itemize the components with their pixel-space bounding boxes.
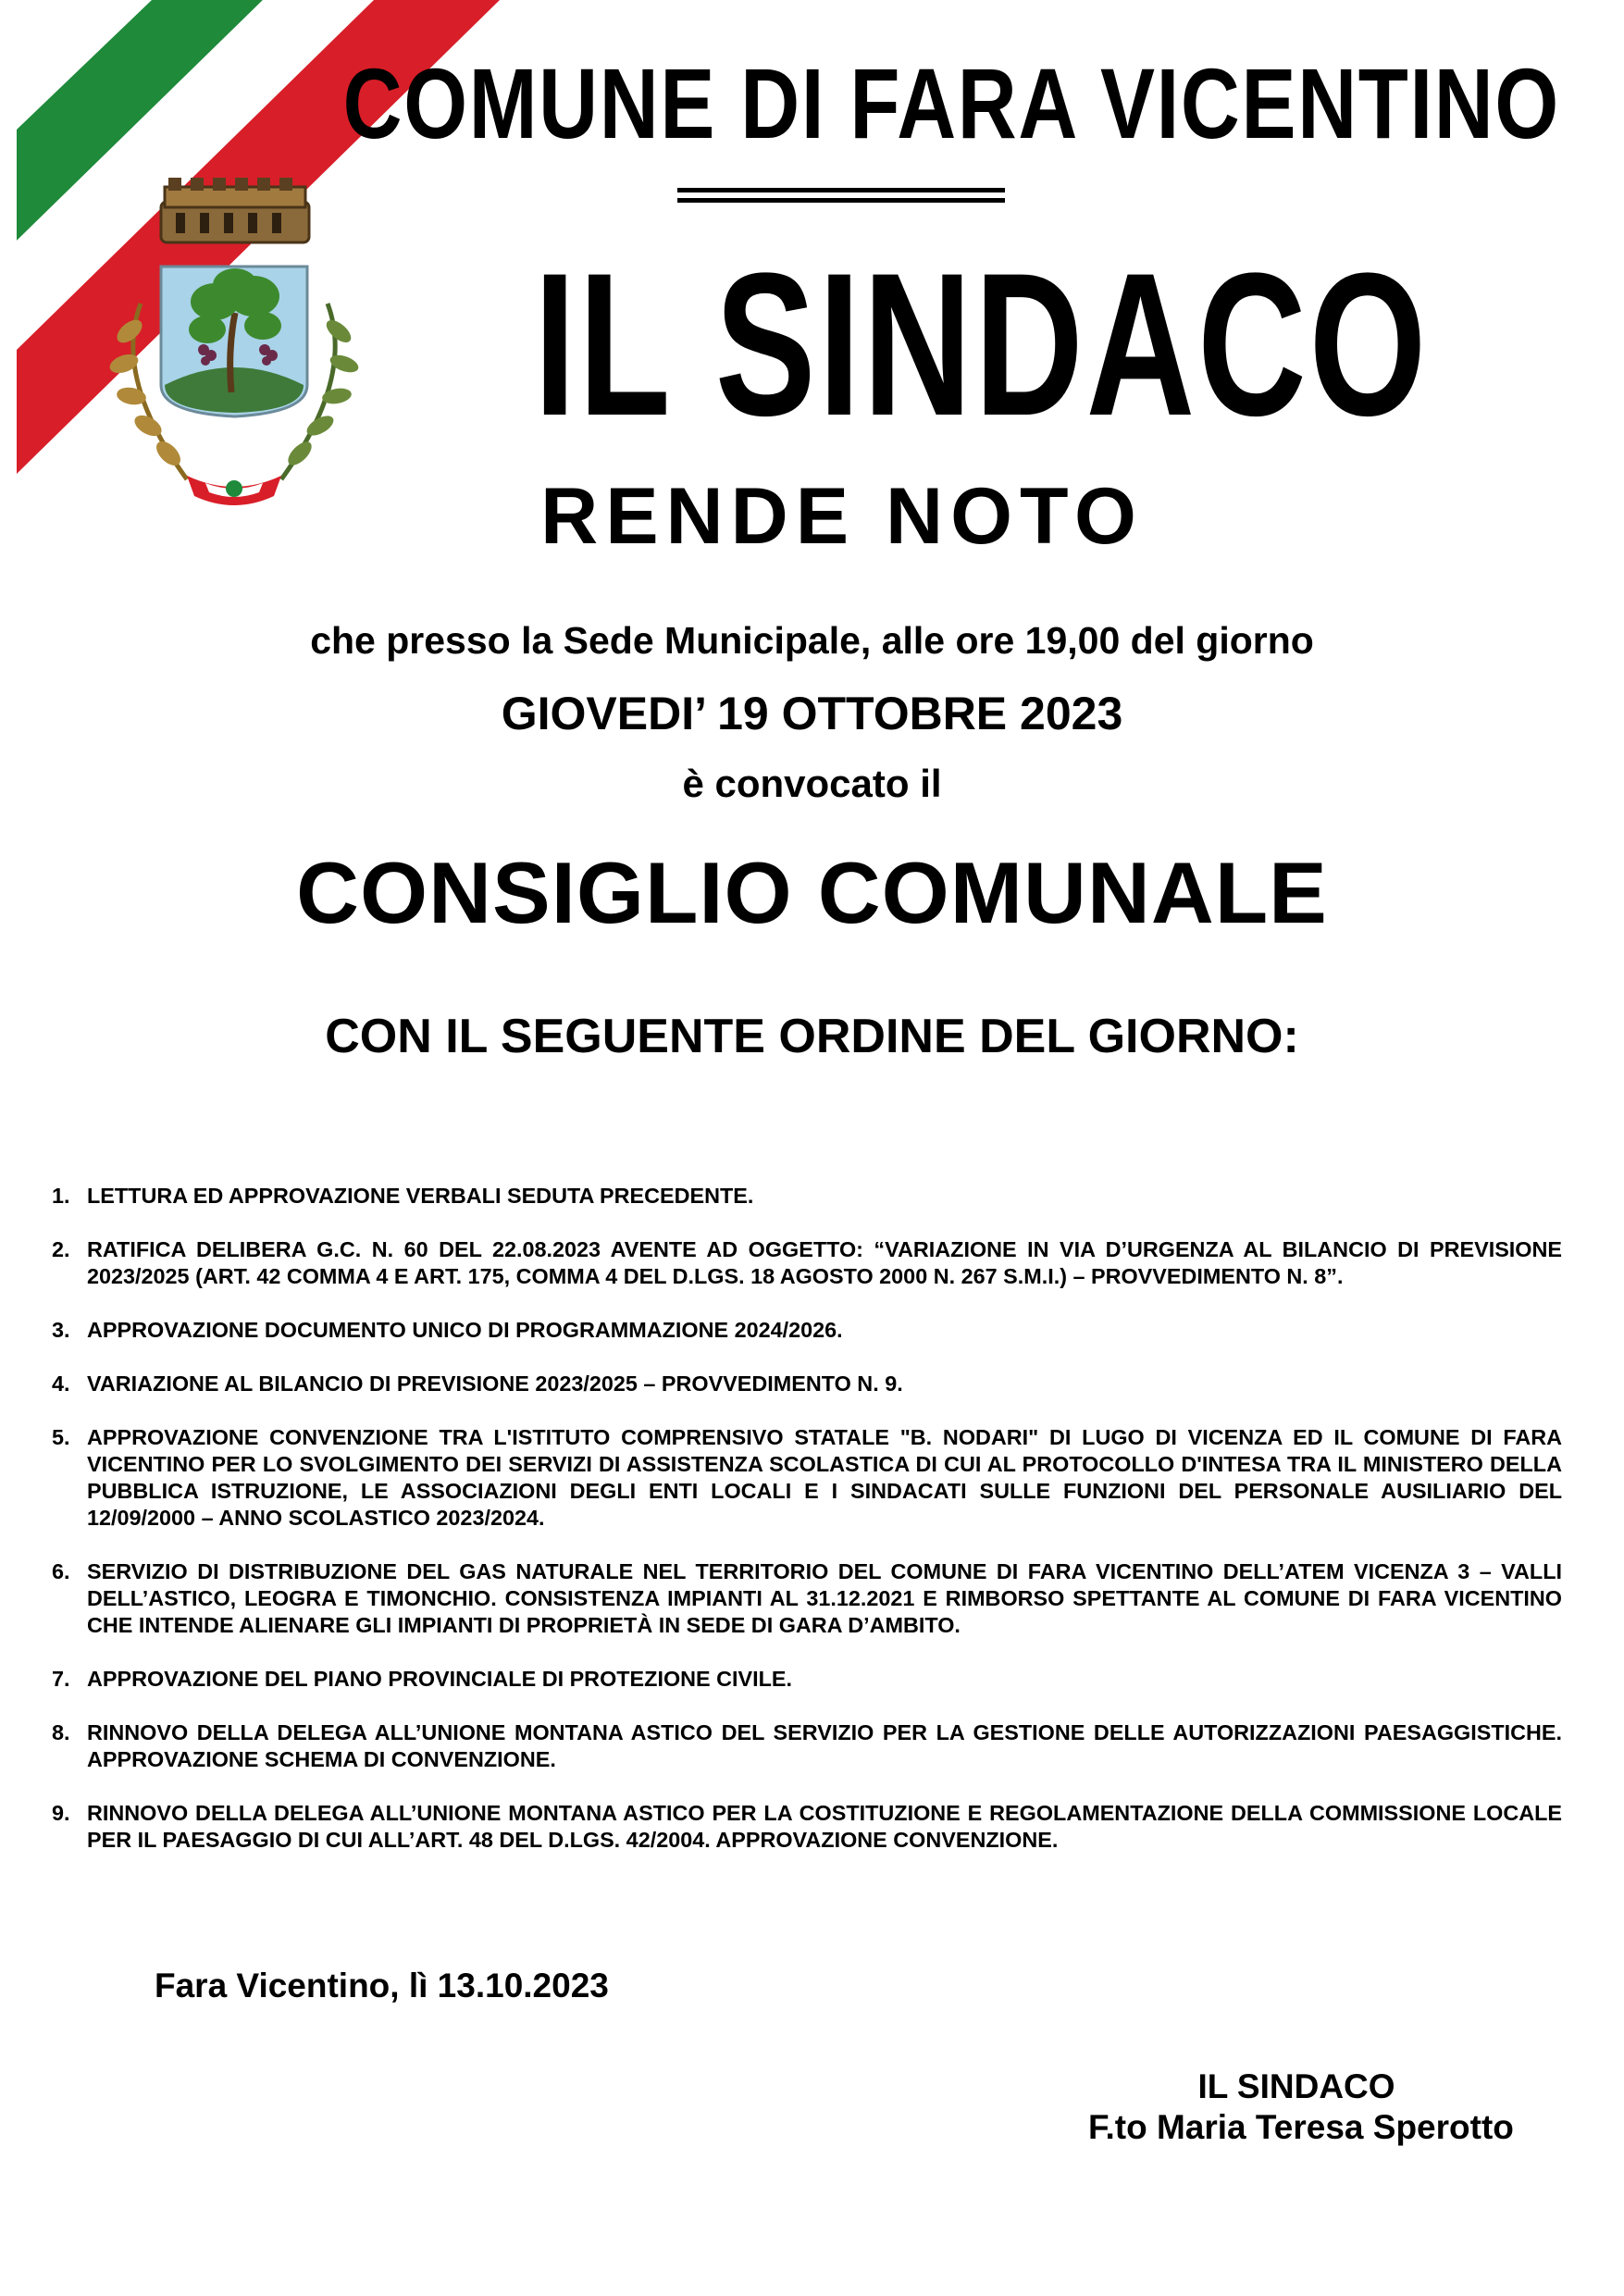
council-title: CONSIGLIO COMUNALE — [296, 844, 1328, 941]
agenda-item-number: 1. — [52, 1184, 70, 1208]
agenda-item — [52, 1317, 1562, 1344]
agenda-item — [52, 1666, 1562, 1693]
agenda-item-text: RINNOVO DELLA DELEGA ALL’UNIONE MONTANA ASTICO PER LA COSTITUZIONE E REGOLAMENTAZIONE DELLA COMMISSIONE LOCALE PER IL PAESAGGIO DI CUI ALL’ART. 48 DEL D.LGS. 42/2004. APPROVAZIONE CONVENZIONE. — [87, 1801, 1562, 1852]
agenda-item-number: 3. — [52, 1318, 70, 1342]
agenda-item — [52, 1371, 1562, 1397]
meeting-date: GIOVEDI’ 19 OTTOBRE 2023 — [501, 688, 1123, 739]
agenda-item — [52, 1183, 1562, 1210]
agenda-item-text: RINNOVO DELLA DELEGA ALL’UNIONE MONTANA ASTICO DEL SERVIZIO PER LA GESTIONE DELLE AUTORIZZAZIONI PAESAGGISTICHE. APPROVAZIONE SCHEMA DI CONVENZIONE. — [87, 1720, 1562, 1771]
agenda-heading: CON IL SEGUENTE ORDINE DEL GIORNO: — [325, 1010, 1299, 1063]
signature-title: IL SINDACO — [1197, 2067, 1395, 2105]
signature-name: F.to Maria Teresa Sperotto — [1088, 2108, 1514, 2146]
agenda-item-number: 4. — [52, 1371, 70, 1396]
agenda-item-text: APPROVAZIONE DOCUMENTO UNICO DI PROGRAMMAZIONE 2024/2026. — [87, 1318, 843, 1342]
agenda-item-text: VARIAZIONE AL BILANCIO DI PREVISIONE 2023/2025 – PROVVEDIMENTO N. 9. — [87, 1371, 903, 1396]
agenda-item-text: RATIFICA DELIBERA G.C. N. 60 DEL 22.08.2023 AVENTE AD OGGETTO: “VARIAZIONE IN VIA D’URGENZA AL BILANCIO DI PREVISIONE 2023/2025 (ART. 42 COMMA 4 E ART. 175, COMMA 4 DEL D.LGS. 18 AGOSTO 2000 N. 267 S.M.I.) – PROVVEDIMENTO N. 8”. — [87, 1237, 1562, 1288]
place-and-date: Fara Vicentino, lì 13.10.2023 — [155, 1967, 609, 2004]
agenda-item-text: APPROVAZIONE CONVENZIONE TRA L'ISTITUTO COMPRENSIVO STATALE "B. NODARI" DI LUGO DI VICENZA ED IL COMUNE DI FARA VICENTINO PER LO SVOLGIMENTO DEI SERVIZI DI ASSISTENZA SCOLASTICA DI CUI AL PROTOCOLLO D'INTESA TRA IL MINISTERO DELLA PUBBLICA ISTRUZIONE, LE ASSOCIAZIONI DEGLI ENTI LOCALI E I SINDACATI SULLE FUNZIONI DEL PERSONALE AUSILIARIO DEL 12/09/2000 – ANNO SCOLASTICO 2023/2024. — [87, 1425, 1562, 1530]
agenda-item-number: 2. — [52, 1237, 70, 1261]
mayor-title: IL SINDACO — [534, 230, 1430, 458]
agenda-item — [52, 1719, 1562, 1773]
municipality-title: COMUNE DI FARA VICENTINO — [342, 47, 1560, 159]
agenda-item-number: 7. — [52, 1667, 70, 1691]
agenda-item — [52, 1236, 1562, 1290]
announcement-heading: RENDE NOTO — [540, 472, 1144, 561]
title-divider — [677, 188, 1005, 203]
agenda-item — [52, 1424, 1562, 1532]
agenda-item-number: 5. — [52, 1425, 70, 1449]
agenda-item-number: 8. — [52, 1720, 70, 1744]
agenda-item-text: LETTURA ED APPROVAZIONE VERBALI SEDUTA PRECEDENTE. — [87, 1184, 754, 1208]
meeting-intro-text: che presso la Sede Municipale, alle ore 19,00 del giorno — [310, 619, 1314, 662]
agenda-item-number: 6. — [52, 1559, 70, 1583]
convened-text: è convocato il — [682, 762, 942, 805]
municipal-crest-icon — [76, 174, 391, 526]
agenda-item-text: APPROVAZIONE DEL PIANO PROVINCIALE DI PROTEZIONE CIVILE. — [87, 1667, 793, 1691]
agenda-item — [52, 1558, 1562, 1639]
agenda-item — [52, 1800, 1562, 1854]
agenda-list — [52, 1183, 1562, 1880]
agenda-item-number: 9. — [52, 1801, 70, 1825]
agenda-item-text: SERVIZIO DI DISTRIBUZIONE DEL GAS NATURALE NEL TERRITORIO DEL COMUNE DI FARA VICENTINO DELL’ATEM VICENZA 3 – VALLI DELL’ASTICO, LEOGRA E TIMONCHIO. CONSISTENZA IMPIANTI AL 31.12.2021 E RIMBORSO SPETTANTE AL COMUNE DI FARA VICENTINO CHE INTENDE ALIENARE GLI IMPIANTI DI PROPRIETÀ IN SEDE DI GARA D’AMBITO. — [87, 1559, 1562, 1637]
